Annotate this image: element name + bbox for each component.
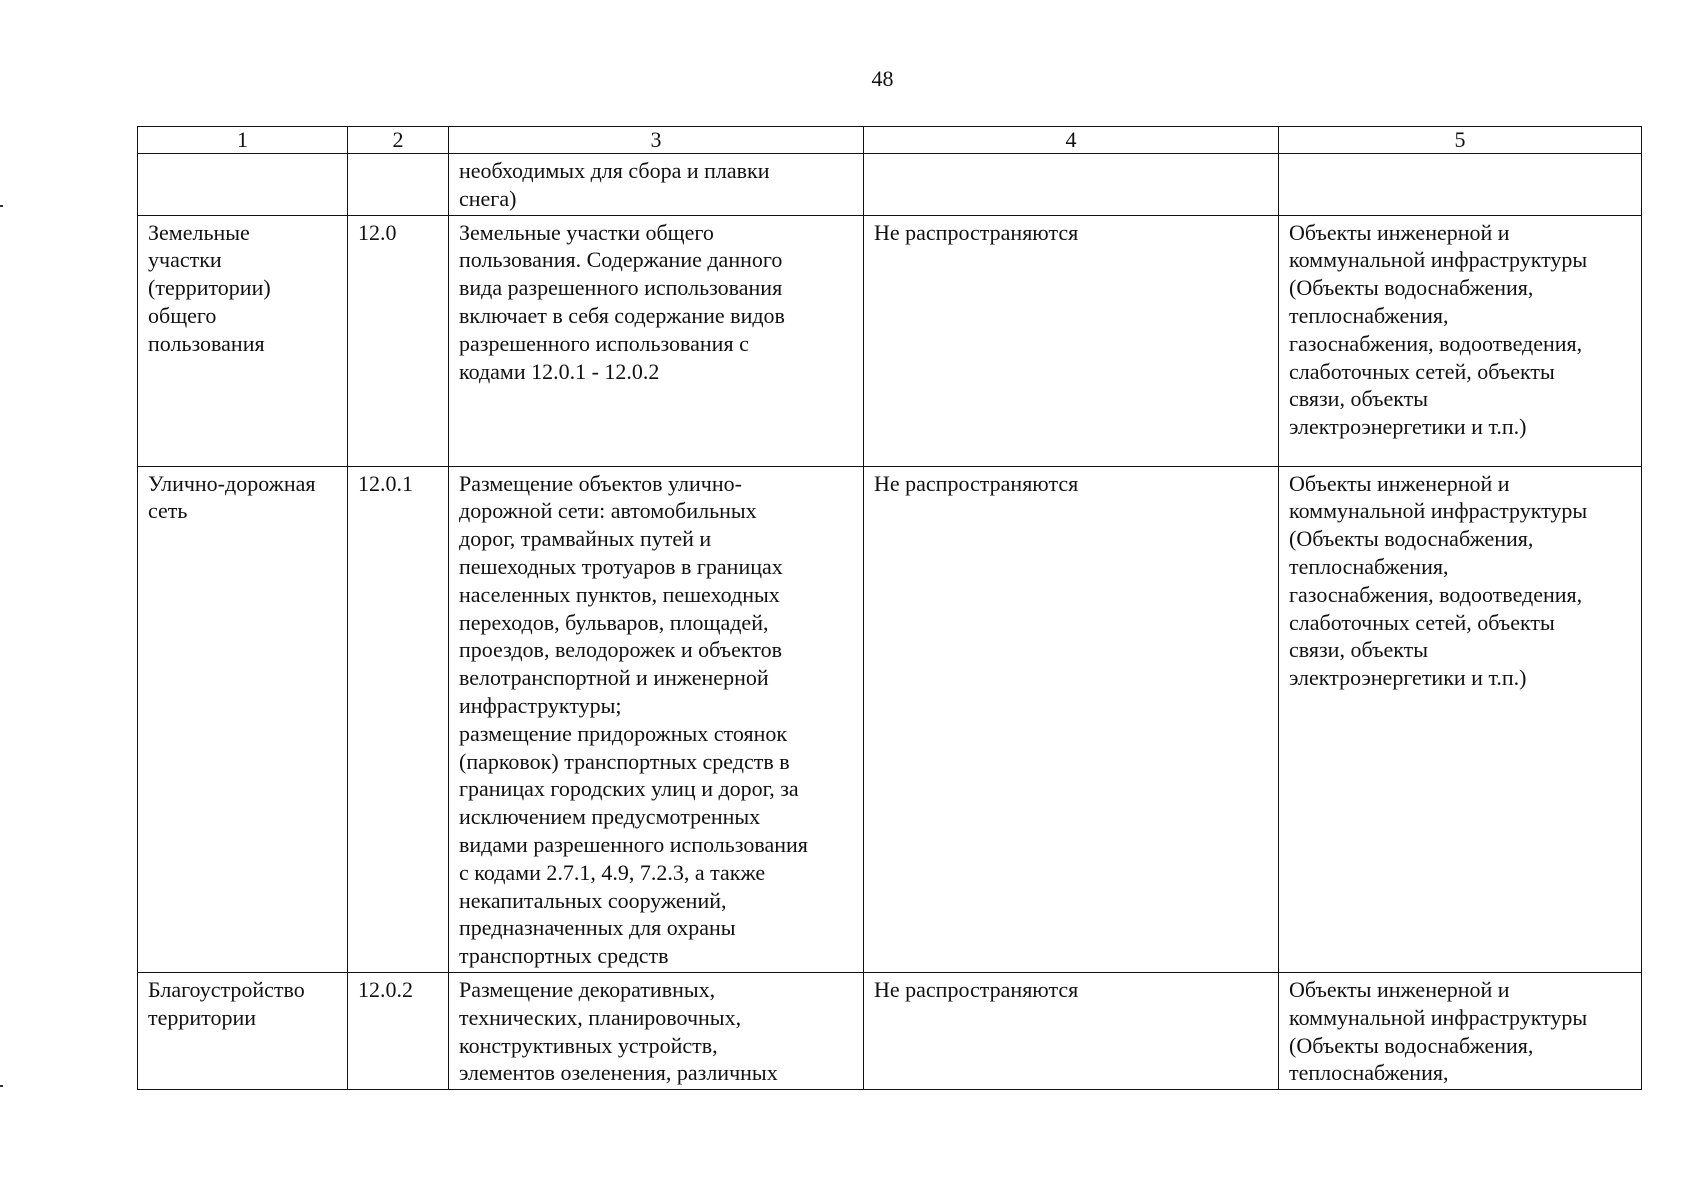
allowed-objects-cell: Объекты инженерной и коммунальной инфраструктуры (Объекты водоснабжения, теплоснабжения, газоснабжения, водоотведения, слаботочных сетей, объекты связи, объекты электроэнергетики и т.п.)	[1279, 466, 1642, 972]
use-code-cell: 12.0	[348, 215, 449, 466]
use-name-cell	[138, 154, 348, 216]
use-description-cell: необходимых для сбора и плавки снега)	[449, 154, 864, 216]
use-description-cell: Земельные участки общего пользования. Содержание данного вида разрешенного использования включает в себя содержание видов разрешенного использования с кодами 12.0.1 - 12.0.2	[449, 215, 864, 466]
column-number: 3	[449, 127, 864, 154]
use-name-cell: Земельные участки (территории) общего пользования	[138, 215, 348, 466]
table-row	[138, 215, 1642, 466]
use-code-cell	[348, 154, 449, 216]
allowed-objects-cell: Объекты инженерной и коммунальной инфраструктуры (Объекты водоснабжения, теплоснабжения, газоснабжения, водоотведения, слаботочных сетей, объекты связи, объекты электроэнергетики и т.п.)	[1279, 215, 1642, 466]
column-number-row	[138, 127, 1642, 154]
allowed-objects-cell	[1279, 154, 1642, 216]
use-description-cell: Размещение декоративных, технических, планировочных, конструктивных устройств, элементов озеленения, различных	[449, 972, 864, 1089]
use-code-cell: 12.0.2	[348, 972, 449, 1089]
use-code-cell: 12.0.1	[348, 466, 449, 972]
column-number: 2	[348, 127, 449, 154]
column-number: 1	[138, 127, 348, 154]
scan-margin-mark	[0, 1085, 3, 1087]
use-name-cell: Благоустройство территории	[138, 972, 348, 1089]
table-row	[138, 154, 1642, 216]
restrictions-cell: Не распространяются	[864, 215, 1279, 466]
page-number: 48	[871, 66, 894, 91]
restrictions-cell	[864, 154, 1279, 216]
use-name-cell: Улично-дорожная сеть	[138, 466, 348, 972]
allowed-objects-cell: Объекты инженерной и коммунальной инфраструктуры (Объекты водоснабжения, теплоснабжения,	[1279, 972, 1642, 1089]
restrictions-cell: Не распространяются	[864, 466, 1279, 972]
use-description-cell: Размещение объектов улично- дорожной сети: автомобильных дорог, трамвайных путей и пешеходных тротуаров в границах населенных пунктов, пешеходных переходов, бульваров, площадей, проездов, велодорожек и объектов велотранспортной и инженерной инфраструктуры; размещение придорожных стоянок (парковок) транспортных средств в границах городских улиц и дорог, за исключением предусмотренных видами разрешенного использования с кодами 2.7.1, 4.9, 7.2.3, а также некапитальных сооружений, предназначенных для охраны транспортных средств	[449, 466, 864, 972]
scan-margin-mark	[0, 205, 3, 207]
table-row	[138, 972, 1642, 1089]
column-number: 4	[864, 127, 1279, 154]
column-number: 5	[1279, 127, 1642, 154]
permitted-use-table	[137, 126, 1642, 1090]
restrictions-cell: Не распространяются	[864, 972, 1279, 1089]
table-row	[138, 466, 1642, 972]
